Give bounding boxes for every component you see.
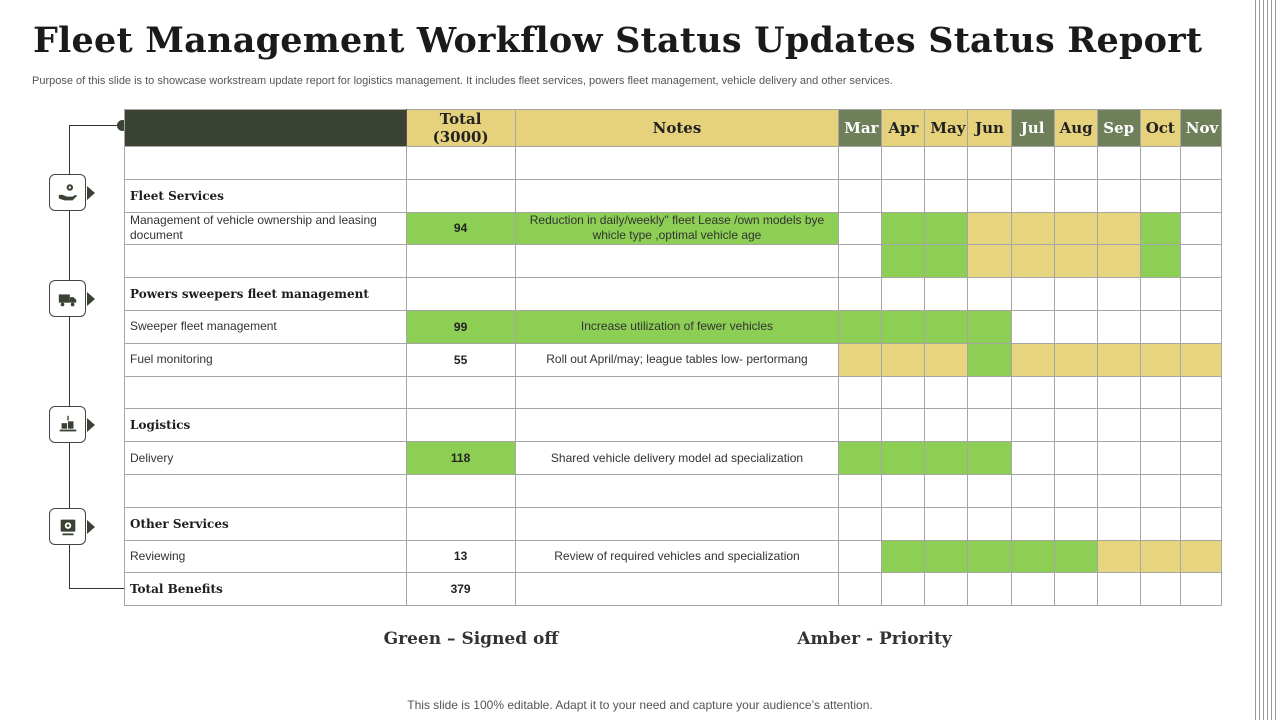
month-cell [1011,376,1054,409]
month-cell [925,147,968,180]
row-label: Powers sweepers fleet management [125,278,407,311]
month-cell [1054,507,1097,540]
month-cell [882,474,925,507]
row-notes [515,179,839,212]
header-month: Jun [968,110,1011,147]
month-cell [968,212,1011,245]
header-notes: Notes [515,110,839,147]
month-cell [1097,507,1140,540]
month-cell [1097,212,1140,245]
month-cell [968,310,1011,343]
month-cell [1180,245,1221,278]
month-cell [1180,507,1221,540]
month-cell [1140,212,1180,245]
month-cell [839,507,882,540]
row-total: 118 [406,442,515,475]
hand-gear-icon [57,182,79,204]
month-cell [968,409,1011,442]
month-cell [968,507,1011,540]
table-row [125,310,1222,343]
row-notes [515,474,839,507]
truck-icon [57,288,79,310]
row-total: 13 [406,540,515,573]
month-cell [1180,179,1221,212]
row-label: Total Benefits [125,573,407,606]
row-label [125,376,407,409]
month-cell [968,343,1011,376]
month-cell [1140,278,1180,311]
month-cell [1180,278,1221,311]
month-cell [925,442,968,475]
month-cell [1054,179,1097,212]
month-cell [1140,147,1180,180]
month-cell [925,409,968,442]
month-cell [839,278,882,311]
month-cell [882,245,925,278]
powers-fleet-icon-box [49,280,86,317]
month-cell [968,245,1011,278]
month-cell [1140,409,1180,442]
row-total: 55 [406,343,515,376]
month-cell [1140,343,1180,376]
row-label: Fleet Services [125,179,407,212]
month-cell [882,442,925,475]
month-cell [1011,147,1054,180]
month-cell [1097,310,1140,343]
row-total [406,507,515,540]
row-label: Management of vehicle ownership and leasing document [125,212,407,245]
month-cell [882,147,925,180]
month-cell [882,409,925,442]
blank-row [125,474,1222,507]
row-notes: Roll out April/may; league tables low- pertormang [515,343,839,376]
month-cell [882,573,925,606]
month-cell [882,212,925,245]
header-month: Mar [839,110,882,147]
month-cell [1097,376,1140,409]
month-cell [839,442,882,475]
month-cell [925,343,968,376]
month-cell [882,310,925,343]
month-cell [1054,245,1097,278]
month-cell [882,540,925,573]
legend-amber-label: Amber - Priority [797,629,952,649]
month-cell [1180,474,1221,507]
month-cell [1054,310,1097,343]
month-cell [1054,573,1097,606]
month-cell [839,310,882,343]
month-cell [839,147,882,180]
month-cell [839,376,882,409]
month-cell [968,540,1011,573]
month-cell [1180,573,1221,606]
month-cell [925,278,968,311]
month-cell [1054,409,1097,442]
month-cell [1054,540,1097,573]
section-row [125,507,1222,540]
month-cell [1054,376,1097,409]
month-cell [1140,310,1180,343]
month-cell [968,278,1011,311]
month-cell [925,474,968,507]
month-cell [925,212,968,245]
blank-row [125,376,1222,409]
month-cell [1011,507,1054,540]
status-table [124,109,1222,606]
month-cell [1180,442,1221,475]
month-cell [1054,343,1097,376]
header-month: Aug [1054,110,1097,147]
row-notes [515,147,839,180]
month-cell [1054,278,1097,311]
month-cell [1011,179,1054,212]
month-cell [1140,474,1180,507]
month-cell [1054,474,1097,507]
month-cell [925,310,968,343]
month-cell [1140,376,1180,409]
month-cell [1011,343,1054,376]
month-cell [882,343,925,376]
table-row [125,442,1222,475]
blank-row [125,147,1222,180]
month-cell [1180,540,1221,573]
row-label: Logistics [125,409,407,442]
timeline-connector-bottom [69,588,124,589]
month-cell [1140,245,1180,278]
page-title: Fleet Management Workflow Status Updates Status Report [33,20,1203,61]
header-month: Sep [1097,110,1140,147]
month-cell [925,540,968,573]
month-cell [1011,310,1054,343]
month-cell [1011,442,1054,475]
row-notes [515,245,839,278]
month-cell [839,179,882,212]
row-total [406,278,515,311]
month-cell [882,507,925,540]
month-cell [968,147,1011,180]
row-notes [515,573,839,606]
month-cell [882,179,925,212]
row-total [406,245,515,278]
row-total: 379 [406,573,515,606]
month-cell [1140,179,1180,212]
month-cell [1097,278,1140,311]
table-row [125,343,1222,376]
month-cell [1180,212,1221,245]
section-row [125,573,1222,606]
month-cell [1097,474,1140,507]
month-cell [1097,147,1140,180]
month-cell [1011,212,1054,245]
blank-row [125,245,1222,278]
month-cell [968,573,1011,606]
month-cell [1097,540,1140,573]
row-label: Delivery [125,442,407,475]
month-cell [839,245,882,278]
section-row [125,179,1222,212]
fleet-services-icon-box [49,174,86,211]
row-label: Fuel monitoring [125,343,407,376]
settings-check-icon [57,516,79,538]
month-cell [925,179,968,212]
decorative-vertical-lines [1255,0,1277,720]
month-cell [1011,573,1054,606]
row-label: Reviewing [125,540,407,573]
month-cell [882,278,925,311]
month-cell [968,474,1011,507]
month-cell [1140,442,1180,475]
row-total [406,376,515,409]
legend-green-label: Green – Signed off [383,629,559,649]
month-cell [1011,245,1054,278]
month-cell [1054,442,1097,475]
month-cell [1180,409,1221,442]
row-notes: Review of required vehicles and specialization [515,540,839,573]
month-cell [1180,310,1221,343]
row-label: Other Services [125,507,407,540]
month-cell [925,245,968,278]
month-cell [1097,442,1140,475]
header-month: Nov [1180,110,1221,147]
row-label [125,474,407,507]
row-total [406,147,515,180]
month-cell [1097,409,1140,442]
month-cell [1180,343,1221,376]
row-notes [515,507,839,540]
month-cell [1011,409,1054,442]
month-cell [839,343,882,376]
month-cell [1054,147,1097,180]
month-cell [1011,474,1054,507]
header-month: Jul [1011,110,1054,147]
other-services-icon-box [49,508,86,545]
month-cell [925,507,968,540]
row-total [406,409,515,442]
month-cell [968,376,1011,409]
table-row [125,212,1222,245]
month-cell [1140,573,1180,606]
month-cell [839,409,882,442]
timeline-connector-top [69,125,122,126]
section-row [125,278,1222,311]
page-subtitle: Purpose of this slide is to showcase workstream update report for logistics management. It includes fleet services, powers fleet management, vehicle delivery and other services. [32,75,893,87]
header-month: Apr [882,110,925,147]
table-header-row [125,110,1222,147]
header-month: Oct [1140,110,1180,147]
logistics-icon-box [49,406,86,443]
row-label: Sweeper fleet management [125,310,407,343]
month-cell [968,179,1011,212]
row-label [125,147,407,180]
row-notes: Reduction in daily/weekly" fleet Lease /own models bye whicle type ,optimal vehicle age [515,212,839,245]
month-cell [1097,179,1140,212]
month-cell [839,540,882,573]
row-label [125,245,407,278]
header-total: Total (3000) [406,110,515,147]
row-total [406,179,515,212]
month-cell [1054,212,1097,245]
month-cell [1140,540,1180,573]
month-cell [1011,540,1054,573]
month-cell [839,212,882,245]
header-month: May [925,110,968,147]
section-row [125,409,1222,442]
month-cell [839,573,882,606]
row-total [406,474,515,507]
row-notes [515,409,839,442]
header-blank [125,110,407,147]
row-total: 94 [406,212,515,245]
month-cell [1097,343,1140,376]
month-cell [968,442,1011,475]
month-cell [1097,573,1140,606]
month-cell [1097,245,1140,278]
row-notes: Increase utilization of fewer vehicles [515,310,839,343]
footer-note: This slide is 100% editable. Adapt it to your need and capture your audience’s attention. [407,698,873,712]
month-cell [925,573,968,606]
table-row [125,540,1222,573]
row-notes: Shared vehicle delivery model ad specialization [515,442,839,475]
row-total: 99 [406,310,515,343]
conveyor-icon [57,414,79,436]
month-cell [1140,507,1180,540]
month-cell [925,376,968,409]
row-notes [515,376,839,409]
month-cell [1011,278,1054,311]
month-cell [1180,376,1221,409]
month-cell [1180,147,1221,180]
month-cell [882,376,925,409]
month-cell [839,474,882,507]
row-notes [515,278,839,311]
